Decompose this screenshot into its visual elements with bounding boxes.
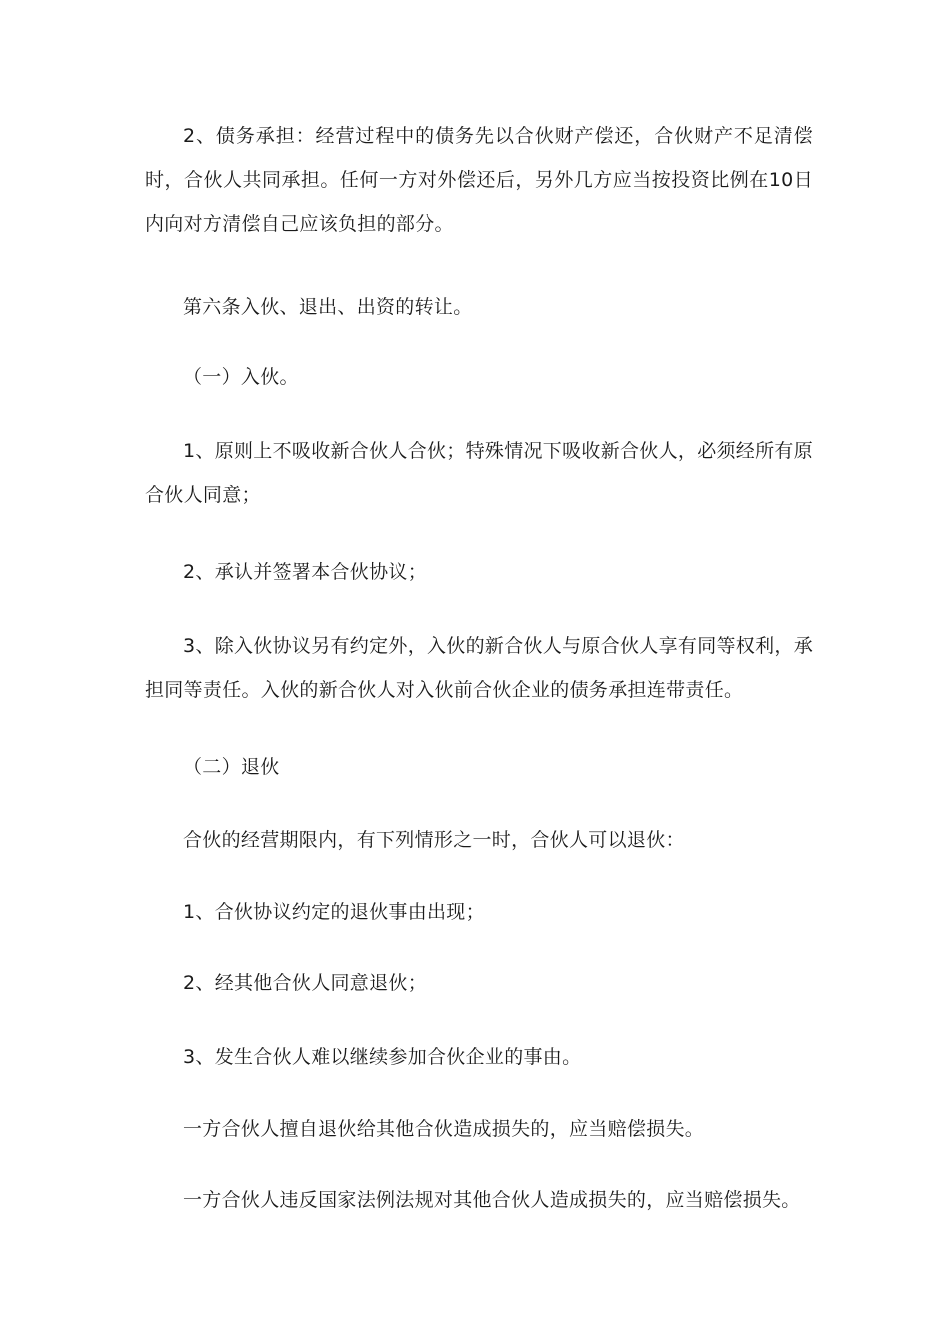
paragraph-joining-item-1: 1、原则上不吸收新合伙人合伙；特殊情况下吸收新合伙人，必须经所有原合伙人同意；: [145, 440, 813, 506]
paragraph-withdrawal-item-2: 2、经其他合伙人同意退伙；: [183, 972, 427, 994]
paragraph-section-withdrawal-heading: （二）退伙: [183, 756, 280, 778]
paragraph-withdrawal-item-1: 1、合伙协议约定的退伙事由出现；: [183, 901, 485, 923]
paragraph-debt-liability: 2、债务承担：经营过程中的债务先以合伙财产偿还，合伙财产不足清偿时，合伙人共同承担。任何一方对外偿还后，另外几方应当按投资比例在10日内向对方清偿自己应该负担的部分。: [145, 125, 813, 235]
paragraph-law-violation: 一方合伙人违反国家法例法规对其他合伙人造成损失的，应当赔偿损失。: [183, 1189, 801, 1211]
paragraph-withdrawal-item-3: 3、发生合伙人难以继续参加合伙企业的事由。: [183, 1046, 582, 1068]
paragraph-article-six-heading: 第六条入伙、退出、出资的转让。: [183, 296, 473, 318]
paragraph-section-joining-heading: （一）入伙。: [183, 366, 299, 388]
paragraph-withdrawal-intro: 合伙的经营期限内，有下列情形之一时，合伙人可以退伙：: [183, 829, 685, 851]
paragraph-joining-item-3: 3、除入伙协议另有约定外，入伙的新合伙人与原合伙人享有同等权利，承担同等责任。入伙的新合伙人对入伙前合伙企业的债务承担连带责任。: [145, 635, 813, 701]
paragraph-joining-item-2: 2、承认并签署本合伙协议；: [183, 561, 427, 583]
paragraph-unauthorized-withdrawal: 一方合伙人擅自退伙给其他合伙造成损失的，应当赔偿损失。: [183, 1118, 705, 1140]
